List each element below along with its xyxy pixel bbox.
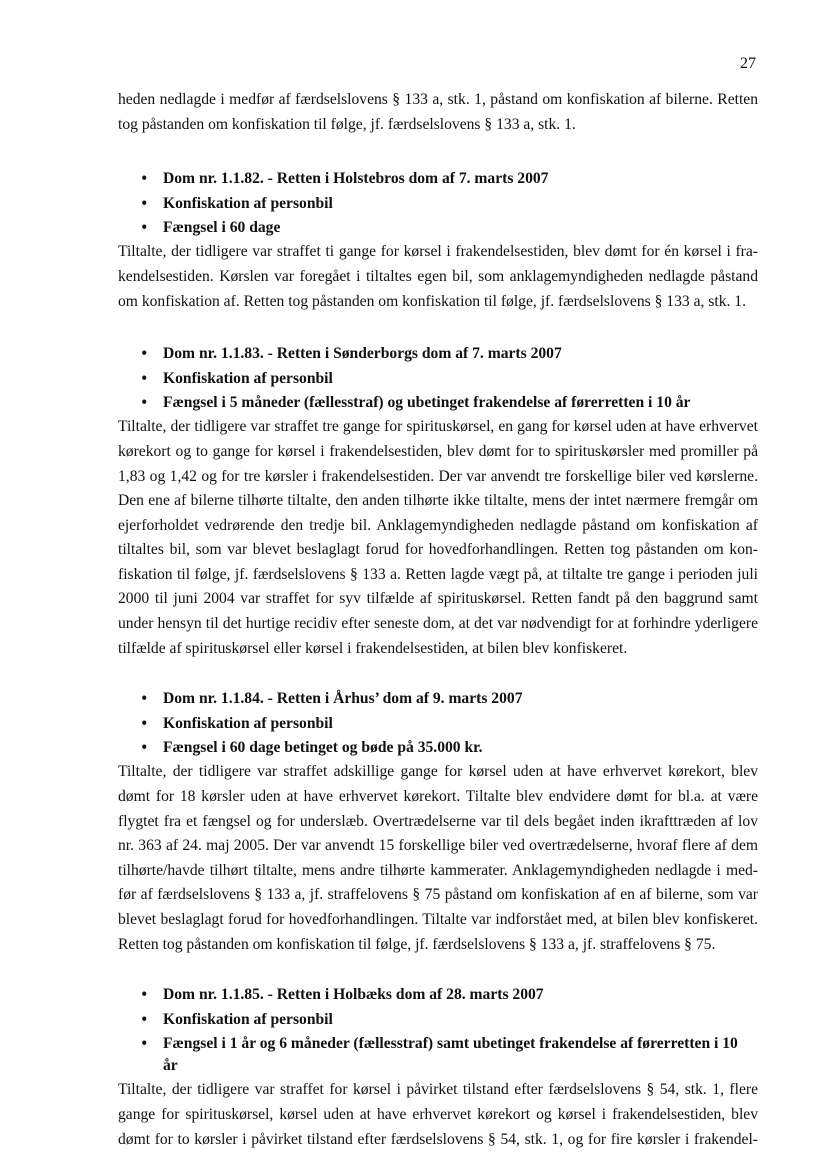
bullet-item <box>118 983 758 1007</box>
bullet-item <box>118 167 758 191</box>
text-line: Tiltalte, der tidligere var straffet adskillige gange for kørsel uden at have erhvervet kørekort, blev <box>118 763 758 781</box>
case-paragraph <box>118 415 758 661</box>
bullet-item <box>118 216 758 240</box>
case-paragraph <box>118 760 758 957</box>
bullet-icon: • <box>141 194 147 212</box>
text-line: dømt for to kørsler i påvirket tilstand efter færdselslovens § 54, stk. 1, og for fire kørsler i frakendel- <box>118 1130 758 1148</box>
bullet-text: Fængsel i 60 dage betinget og bøde på 35.000 kr. <box>163 739 483 757</box>
bullet-icon: • <box>141 1010 147 1028</box>
case-paragraph <box>118 1078 758 1152</box>
text-line: flygtet fra et fængsel og for underslæb. Overtrædelserne var til dels begået inden ikrafttræden af lov <box>118 812 758 830</box>
bullet-text: Fængsel i 60 dage <box>163 218 281 236</box>
page-body <box>118 88 758 1152</box>
text-line: under hensyn til det hurtige recidiv efter seneste dom, at det var nødvendigt for at forhindre yderligere <box>118 615 758 633</box>
text-line: blevet beslaglagt forud for hovedforhandlingen. Tiltalte var indforstået med, at bilen blev konfiskeret. <box>118 910 758 928</box>
bullet-icon: • <box>141 345 147 363</box>
case-section <box>118 983 758 1152</box>
text-line: 1,83 og 1,42 og for tre kørsler i frakendelsestiden. Der var anvendt tre forskellige biler ved kørslerne. <box>118 467 758 485</box>
case-section <box>118 342 758 661</box>
bullet-text: Dom nr. 1.1.82. - Retten i Holstebros dom af 7. marts 2007 <box>163 170 549 188</box>
bullet-item <box>118 712 758 736</box>
text-line: før af færdselslovens § 133 a, jf. straffelovens § 75 påstand om konfiskation af en af bilerne, som var <box>118 886 758 904</box>
bullet-icon: • <box>141 714 147 732</box>
bullet-icon: • <box>141 690 147 708</box>
bullet-icon: • <box>141 369 147 387</box>
bullet-text: Dom nr. 1.1.85. - Retten i Holbæks dom af 28. marts 2007 <box>163 986 544 1004</box>
text-line: kørekort og to gange for kørsel i frakendelsestiden, blev dømt for to spirituskørsler med promiller på <box>118 442 758 460</box>
bullet-text: Konfiskation af personbil <box>163 714 333 732</box>
text-line: Tiltalte, der tidligere var straffet tre gange for spirituskørsel, en gang for kørsel uden at have erhvervet <box>118 418 758 436</box>
text-line: om konfiskation af. Retten tog påstanden om konfiskation til følge, jf. færdselslovens § 133 a, stk. 1. <box>118 292 746 310</box>
bullet-text: Konfiskation af personbil <box>163 194 333 212</box>
bullet-item <box>118 192 758 216</box>
text-line: Retten tog påstanden om konfiskation til følge, jf. færdselslovens § 133 a, jf. straffelovens § 75. <box>118 935 716 953</box>
text-line: tilfælde af spirituskørsel eller kørsel i frakendelsestiden, at bilen blev konfiskeret. <box>118 639 628 657</box>
bullet-text: Konfiskation af personbil <box>163 369 333 387</box>
bullet-icon: • <box>141 393 147 411</box>
bullet-icon: • <box>141 170 147 188</box>
bullet-icon: • <box>141 218 147 236</box>
intro-paragraph <box>118 88 758 137</box>
text-line: Den ene af bilerne tilhørte tiltalte, den anden tilhørte ikke tiltalte, mens der intet nærmere fremgår om <box>118 492 758 510</box>
bullet-item <box>118 736 758 760</box>
text-line: gange for spirituskørsel, kørsel uden at have erhvervet kørekort og kørsel i frakendelsestiden, blev <box>118 1105 758 1123</box>
bullet-icon: • <box>141 1034 147 1052</box>
text-line: kendelsestiden. Kørslen var foregået i tiltaltes egen bil, som anklagemyndigheden nedlagde påstand <box>118 267 758 285</box>
bullet-text: Fængsel i 5 måneder (fællesstraf) og ubetinget frakendelse af førerretten i 10 år <box>163 393 691 411</box>
text-line: dømt for 18 kørsler uden at have erhvervet kørekort. Tiltalte blev endvidere dømt for bl.a. at være <box>118 788 758 806</box>
bullet-item <box>118 687 758 711</box>
bullet-item <box>118 1008 758 1032</box>
text-line: tilhørte/havde tilhørt tiltalte, mens andre tilhørte kammerater. Anklagemyndigheden nedlagde i med- <box>118 861 758 879</box>
bullet-item <box>118 367 758 391</box>
text-line: nr. 363 af 24. maj 2005. Der var anvendt 15 forskellige biler ved overtrædelserne, hvoraf flere af dem <box>118 837 758 855</box>
bullet-text: Dom nr. 1.1.83. - Retten i Sønderborgs dom af 7. marts 2007 <box>163 345 562 363</box>
bullet-item <box>118 391 758 415</box>
case-paragraph <box>118 240 758 314</box>
bullet-icon: • <box>141 986 147 1004</box>
bullet-text-continuation: år <box>163 1057 178 1075</box>
text-line: heden nedlagde i medfør af færdselslovens § 133 a, stk. 1, påstand om konfiskation af bilerne. Retten <box>118 91 758 108</box>
text-line: Tiltalte, der tidligere var straffet for kørsel i påvirket tilstand efter færdselslovens § 54, stk. 1, flere <box>118 1081 758 1099</box>
case-section <box>118 687 758 957</box>
text-line: tiltaltes bil, som var blevet beslaglagt forud for hovedforhandlingen. Retten tog påstanden om kon- <box>118 541 758 559</box>
text-line: tog påstanden om konfiskation til følge, jf. færdselslovens § 133 a, stk. 1. <box>118 115 576 133</box>
bullet-text: Dom nr. 1.1.84. - Retten i Århus’ dom af 9. marts 2007 <box>163 690 523 708</box>
page-number: 27 <box>740 55 756 72</box>
bullet-icon: • <box>141 739 147 757</box>
text-line: 2000 til juni 2004 var straffet for syv tilfælde af spirituskørsel. Retten fandt på den baggrund samt <box>118 590 758 608</box>
text-line: fiskation til følge, jf. færdselslovens § 133 a. Retten lagde vægt på, at tiltalte tre gange i perioden juli <box>118 565 758 583</box>
case-section <box>118 167 758 314</box>
bullet-text: Fængsel i 1 år og 6 måneder (fællesstraf) samt ubetinget frakendelse af førerretten i 10 <box>163 1034 738 1052</box>
bullet-item <box>118 1032 758 1056</box>
text-line: Tiltalte, der tidligere var straffet ti gange for kørsel i frakendelsestiden, blev dømt for én kørsel i fra- <box>118 243 758 261</box>
text-line: ejerforholdet vedrørende den tredje bil. Anklagemyndigheden nedlagde påstand om konfiskation af <box>118 516 758 534</box>
bullet-item <box>118 342 758 366</box>
bullet-text: Konfiskation af personbil <box>163 1010 333 1028</box>
